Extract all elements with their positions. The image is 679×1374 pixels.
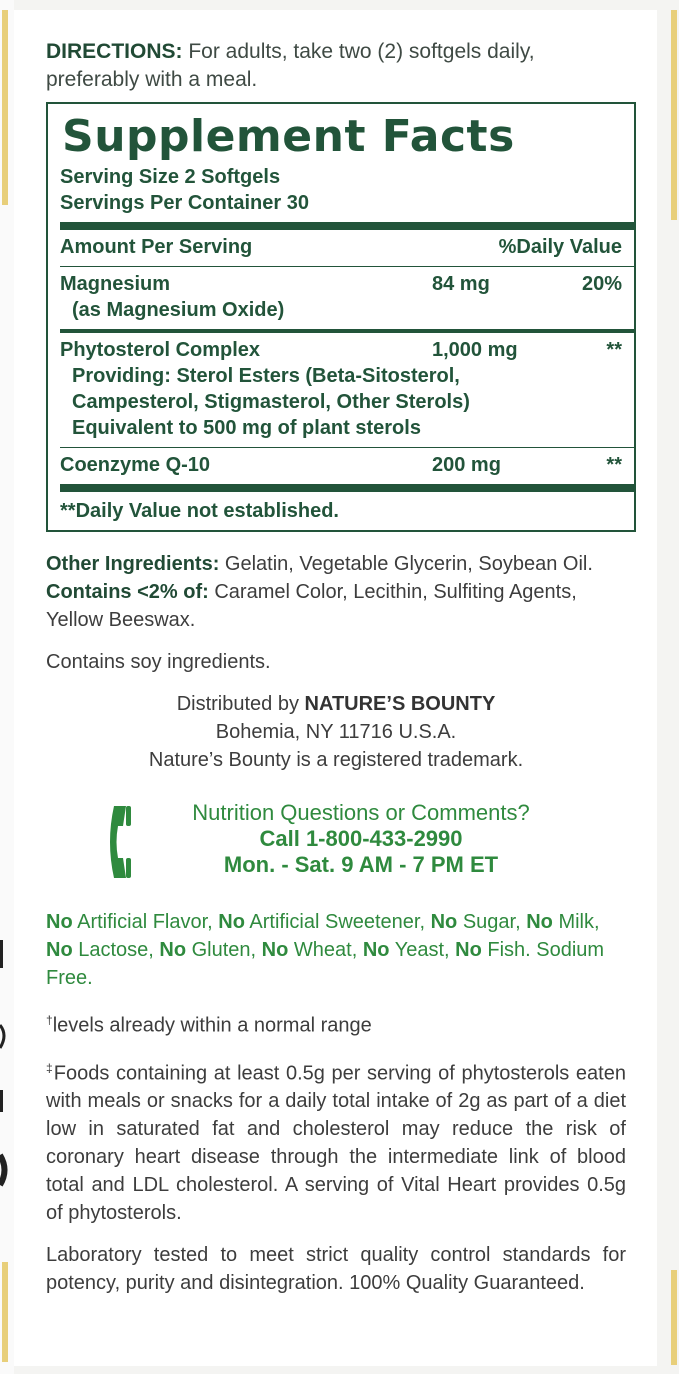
other-ingredients-text: Gelatin, Vegetable Glycerin, Soybean Oil.	[219, 553, 593, 575]
facts-row	[60, 267, 622, 297]
gold-stripe-bottom-right	[671, 1270, 677, 1365]
free-item: Sugar,	[457, 911, 527, 933]
distributor-brand: NATURE’S BOUNTY	[304, 693, 496, 715]
free-item: Milk,	[552, 911, 600, 933]
rule-thick	[60, 222, 634, 230]
contains-text: Caramel Color, Lecithin, Sulfiting Agents, Yellow Beeswax.	[46, 581, 577, 631]
nutrient-name: Coenzyme Q-10	[60, 454, 211, 476]
no-word: No	[159, 939, 187, 961]
no-word: No	[46, 911, 73, 933]
distributor-block	[46, 690, 626, 774]
health-claim-text: Foods containing at least 0.5g per serving of phytosterols eaten with meals or snacks for a daily total intake of 2g as part of a diet low in saturated fat and cholesterol may reduce the risk of coronary heart disease through the intermediate link of blood total and LDL cholesterol. A serving of Vital Heart provides 0.5g of phytosterols.	[46, 1062, 626, 1225]
free-from-statement	[46, 908, 626, 992]
nutrient-sub: Equivalent to 500 mg of plant sterols	[72, 417, 421, 439]
contact-text	[46, 800, 626, 878]
facts-header-row	[60, 230, 622, 260]
nutrient-sub: Providing: Sterol Esters (Beta-Sitosterol,	[72, 365, 460, 387]
directions-text: For adults, take two (2) softgels daily, preferably with a meal.	[46, 40, 535, 91]
free-item: Artificial Sweetener,	[244, 911, 431, 933]
label-content	[46, 38, 626, 1297]
distributor-address: Bohemia, NY 11716 U.S.A.	[215, 721, 457, 743]
nutrient-amount: 200 mg	[432, 454, 501, 476]
other-ingredients-label: Other Ingredients:	[46, 553, 220, 575]
free-item: Wheat,	[288, 939, 363, 961]
contact-line-1: Nutrition Questions or Comments?	[192, 800, 530, 825]
soy-statement: Contains soy ingredients.	[46, 651, 271, 673]
no-word: No	[455, 939, 482, 961]
contact-hours: Mon. - Sat. 9 AM - 7 PM ET	[223, 852, 499, 877]
free-item: Artificial Flavor,	[72, 911, 219, 933]
contact-block	[46, 800, 626, 884]
rule-thick	[60, 484, 634, 492]
distributor-prefix: Distributed by	[176, 693, 305, 715]
label-panel	[14, 10, 657, 1366]
no-word: No	[218, 911, 245, 933]
dagger-text: levels already within a normal range	[52, 1014, 372, 1037]
no-word: No	[526, 911, 553, 933]
free-item: Gluten,	[186, 939, 262, 961]
nutrient-dv: **	[606, 339, 622, 361]
serving-size: Serving Size 2 Softgels	[60, 166, 281, 188]
free-item: Sodium Free.	[46, 939, 605, 989]
contact-phone: Call 1-800-433-2990	[259, 826, 463, 851]
quality-statement: Laboratory tested to meet strict quality control standards for potency, purity and disintegration. 100% Quality Guaranteed.	[46, 1244, 626, 1295]
directions-label: DIRECTIONS:	[46, 40, 183, 63]
nutrient-name: Phytosterol Complex	[60, 339, 261, 361]
nutrient-sub: (as Magnesium Oxide)	[72, 299, 285, 321]
double-dagger-symbol: ‡	[46, 1060, 54, 1075]
distributor-line	[46, 690, 626, 718]
free-item: Lactose,	[72, 939, 160, 961]
no-word: No	[46, 939, 73, 961]
facts-row	[60, 448, 622, 478]
edge-marks	[0, 930, 10, 1190]
free-item: Yeast,	[389, 939, 456, 961]
contains-label: Contains <2% of:	[46, 581, 209, 603]
nutrient-amount: 84 mg	[432, 273, 490, 295]
no-word: No	[362, 939, 390, 961]
gold-stripe-bottom-left	[2, 1262, 8, 1362]
gold-stripe-top-right	[671, 10, 677, 220]
phone-icon	[106, 802, 132, 882]
servings-per-container: Servings Per Container 30	[60, 192, 309, 214]
nutrient-name: Magnesium	[60, 273, 171, 295]
nutrient-dv: **	[606, 454, 622, 476]
dagger-note	[46, 1006, 626, 1040]
directions	[46, 38, 626, 94]
dagger-symbol: †	[46, 1013, 53, 1027]
health-claim	[46, 1054, 626, 1228]
no-word: No	[430, 911, 458, 933]
header-amount: Amount Per Serving	[60, 236, 253, 258]
supplement-facts-panel	[46, 102, 636, 532]
other-ingredients	[46, 550, 626, 634]
nutrient-amount: 1,000 mg	[432, 339, 518, 361]
facts-row	[60, 333, 622, 363]
nutrient-sub: Campesterol, Stigmasterol, Other Sterols)	[72, 391, 470, 413]
trademark-note: Nature’s Bounty is a registered trademark.	[148, 749, 524, 771]
nutrient-dv: 20%	[581, 273, 622, 295]
facts-title: Supplement Facts	[62, 111, 515, 162]
gold-stripe-top-left	[2, 10, 8, 205]
header-daily-value: %Daily Value	[498, 236, 622, 258]
facts-footnote: **Daily Value not established.	[60, 500, 339, 522]
no-word: No	[261, 939, 289, 961]
free-item: Fish.	[481, 939, 537, 961]
